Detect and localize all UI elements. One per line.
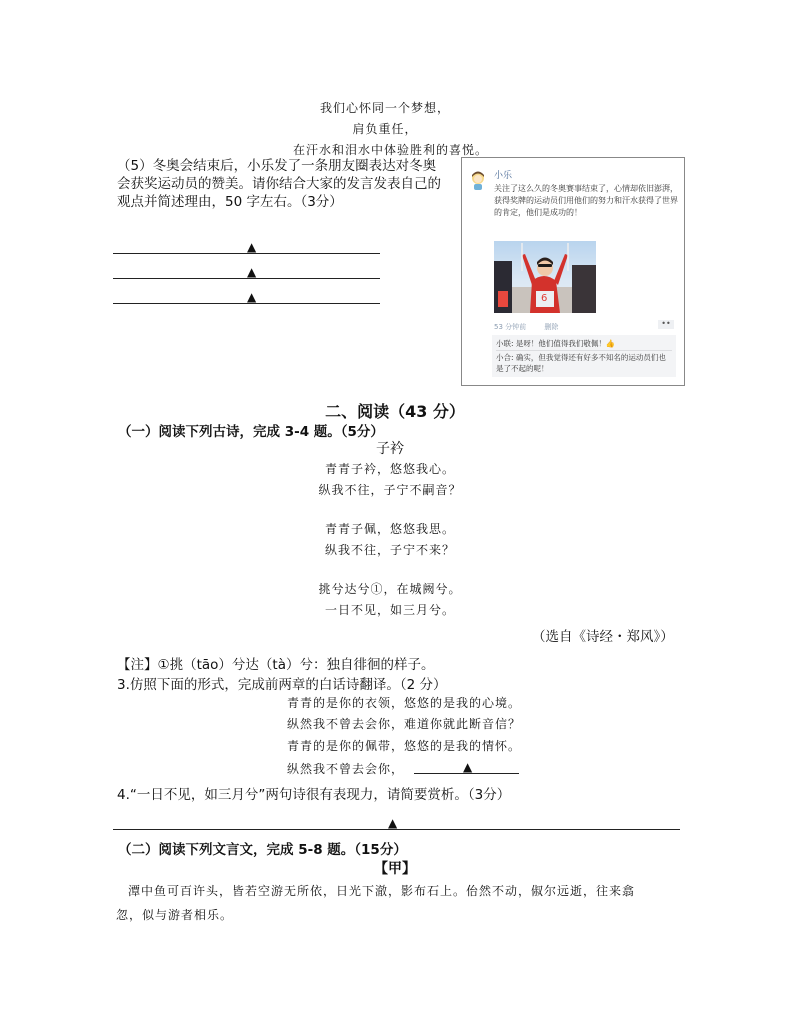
question-3-line-3: 青青的是你的佩带，悠悠的是我的情怀。	[287, 739, 522, 753]
part-1-title: （一）阅读下列古诗，完成 3-4 题。（5分）	[118, 424, 384, 440]
question-5-line-1: （5）冬奥会结束后，小乐发了一条朋友圈表达对冬奥	[117, 158, 437, 174]
comment-divider	[496, 350, 672, 351]
answer-marker-2: ▲	[247, 265, 257, 279]
question-4-prompt: 4.“一日不见，如三月兮”两句诗很有表现力，请简要赏析。（3分）	[117, 787, 511, 803]
question-5-line-2: 会获奖运动员的赞美。请你结合大家的发言发表自己的	[117, 176, 441, 192]
poem-stanza-2-line-2: 纵我不往，子宁不来？	[324, 543, 455, 557]
poem-top-line-2: 肩负重任，	[352, 122, 418, 136]
question-3-line-4: 纵然我不曾去会你，	[287, 762, 405, 776]
comment-2: 小合: 确实，但我觉得还有好多不知名的运动员们也是了不起的呢！	[496, 353, 666, 373]
prose-line-1: 潭中鱼可百许头，皆若空游无所依，日光下澈，影布石上。佁然不动，俶尔远逝，往来翕	[128, 884, 636, 898]
post-photo[interactable]	[494, 241, 596, 313]
poem-stanza-3-line-1: 挑兮达兮①，在城阙兮。	[318, 582, 462, 596]
question-5	[117, 157, 441, 211]
passage-jia-label: 【甲】	[374, 861, 416, 877]
poem-top-line-3: 在汗水和泪水中体验胜利的喜悦。	[293, 143, 489, 157]
avatar-icon	[469, 170, 487, 190]
post-meta	[494, 322, 574, 332]
question-3-line-1: 青青的是你的衣领，悠悠的是我的心境。	[287, 696, 522, 710]
poem-title: 子衿	[376, 441, 404, 457]
poem-stanza-3-line-2: 一日不见，如三月兮。	[324, 603, 455, 617]
question-3-answer-marker: ▲	[463, 760, 473, 774]
part-2-title: （二）阅读下列文言文，完成 5-8 题。（15分）	[118, 842, 407, 858]
post-text: 关注了这么久的冬奥赛事结束了，心情却依旧澎湃，获得奖牌的运动员们用他们的努力和汗水获得了世界的肯定，他们是成功的！	[494, 184, 678, 217]
section-2-title: 二、阅读（43 分）	[325, 402, 465, 421]
poem-stanza-2-line-1: 青青子佩，悠悠我思。	[324, 522, 455, 536]
question-5-line-3: 观点并简述理由，50 字左右。（3分）	[117, 194, 343, 210]
delete-link[interactable]: 删除	[544, 323, 559, 331]
question-4-answer-marker: ▲	[388, 816, 398, 830]
post-time: 53 分钟前	[494, 323, 527, 331]
answer-marker-3: ▲	[247, 290, 257, 304]
poem-stanza-1-line-2: 纵我不往，子宁不嗣音？	[318, 483, 462, 497]
bib-number: 6	[541, 293, 548, 304]
post-author: 小乐	[494, 171, 513, 181]
poem-top-line-1: 我们心怀同一个梦想，	[319, 101, 450, 115]
moments-post-card	[461, 157, 685, 386]
poem-note: 【注】①挑（tāo）兮达（tà）兮：独自徘徊的样子。	[117, 657, 435, 673]
comment-1: 小联: 是呀！他们值得我们敬佩！👍	[496, 339, 616, 348]
prose-line-2: 忽，似与游者相乐。	[116, 908, 234, 922]
answer-marker-1: ▲	[247, 240, 257, 254]
poem-source: （选自《诗经・郑风》）	[532, 629, 674, 645]
question-3-prompt: 3.仿照下面的形式，完成前两章的白话诗翻译。（2 分）	[117, 677, 447, 693]
more-options-icon[interactable]: ••	[658, 320, 674, 329]
comment-box	[492, 335, 676, 377]
question-3-line-2: 纵然我不曾去会你，难道你就此断音信？	[287, 717, 522, 731]
poem-stanza-1-line-1: 青青子衿，悠悠我心。	[324, 462, 455, 476]
